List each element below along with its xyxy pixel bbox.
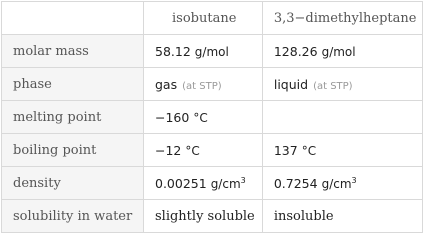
row-label-melting-point: melting point <box>2 101 144 134</box>
value: 0.7254 <box>273 175 318 191</box>
row-label-solubility: solubility in water <box>2 200 144 233</box>
row-label-boiling-point: boiling point <box>2 134 144 167</box>
unit-exponent: 3 <box>351 175 357 185</box>
unit-base: g/cm <box>210 176 241 191</box>
unit: g/mol <box>194 44 229 59</box>
value: liquid <box>273 76 309 92</box>
table-row-melting-point <box>2 101 423 134</box>
value: −160 <box>155 109 190 125</box>
dimethylheptane-molar-mass <box>262 35 422 68</box>
dimethylheptane-melting-point <box>262 101 422 134</box>
isobutane-boiling-point <box>144 134 263 167</box>
value: 137 <box>273 142 298 158</box>
value: −12 <box>155 142 182 158</box>
unit: °C <box>301 143 317 158</box>
dimethylheptane-boiling-point <box>262 134 422 167</box>
unit-base: g/cm <box>321 176 352 191</box>
table-row-boiling-point <box>2 134 423 167</box>
value: gas <box>155 76 178 92</box>
header-row <box>2 2 423 35</box>
unit: °C <box>193 110 208 125</box>
dimethylheptane-phase <box>262 68 422 101</box>
isobutane-melting-point <box>144 101 263 134</box>
table-row-density <box>2 167 423 200</box>
isobutane-phase <box>144 68 263 101</box>
table-row-phase <box>2 68 423 101</box>
table-row-solubility <box>2 200 423 233</box>
isobutane-molar-mass <box>144 35 263 68</box>
unit <box>211 177 246 191</box>
value: 58.12 <box>155 43 191 59</box>
row-label-density: density <box>2 167 144 200</box>
value: 0.00251 <box>155 175 207 191</box>
dimethylheptane-solubility: insoluble <box>262 200 422 233</box>
row-label-molar-mass: molar mass <box>2 35 144 68</box>
unit: g/mol <box>321 44 356 59</box>
header-corner-cell <box>2 2 144 35</box>
table-row-molar-mass <box>2 35 423 68</box>
unit-exponent: 3 <box>240 175 246 185</box>
row-label-phase: phase <box>2 68 144 101</box>
header-dimethylheptane: 3,3−dimethylheptane <box>262 2 422 35</box>
isobutane-density <box>144 167 263 200</box>
stp-note: (at STP) <box>182 80 222 92</box>
unit: °C <box>185 143 200 158</box>
dimethylheptane-density <box>262 167 422 200</box>
header-isobutane: isobutane <box>144 2 263 35</box>
stp-note: (at STP) <box>313 80 353 92</box>
value: 128.26 <box>273 43 318 59</box>
unit <box>322 177 357 191</box>
properties-table <box>1 1 423 233</box>
isobutane-solubility: slightly soluble <box>144 200 263 233</box>
